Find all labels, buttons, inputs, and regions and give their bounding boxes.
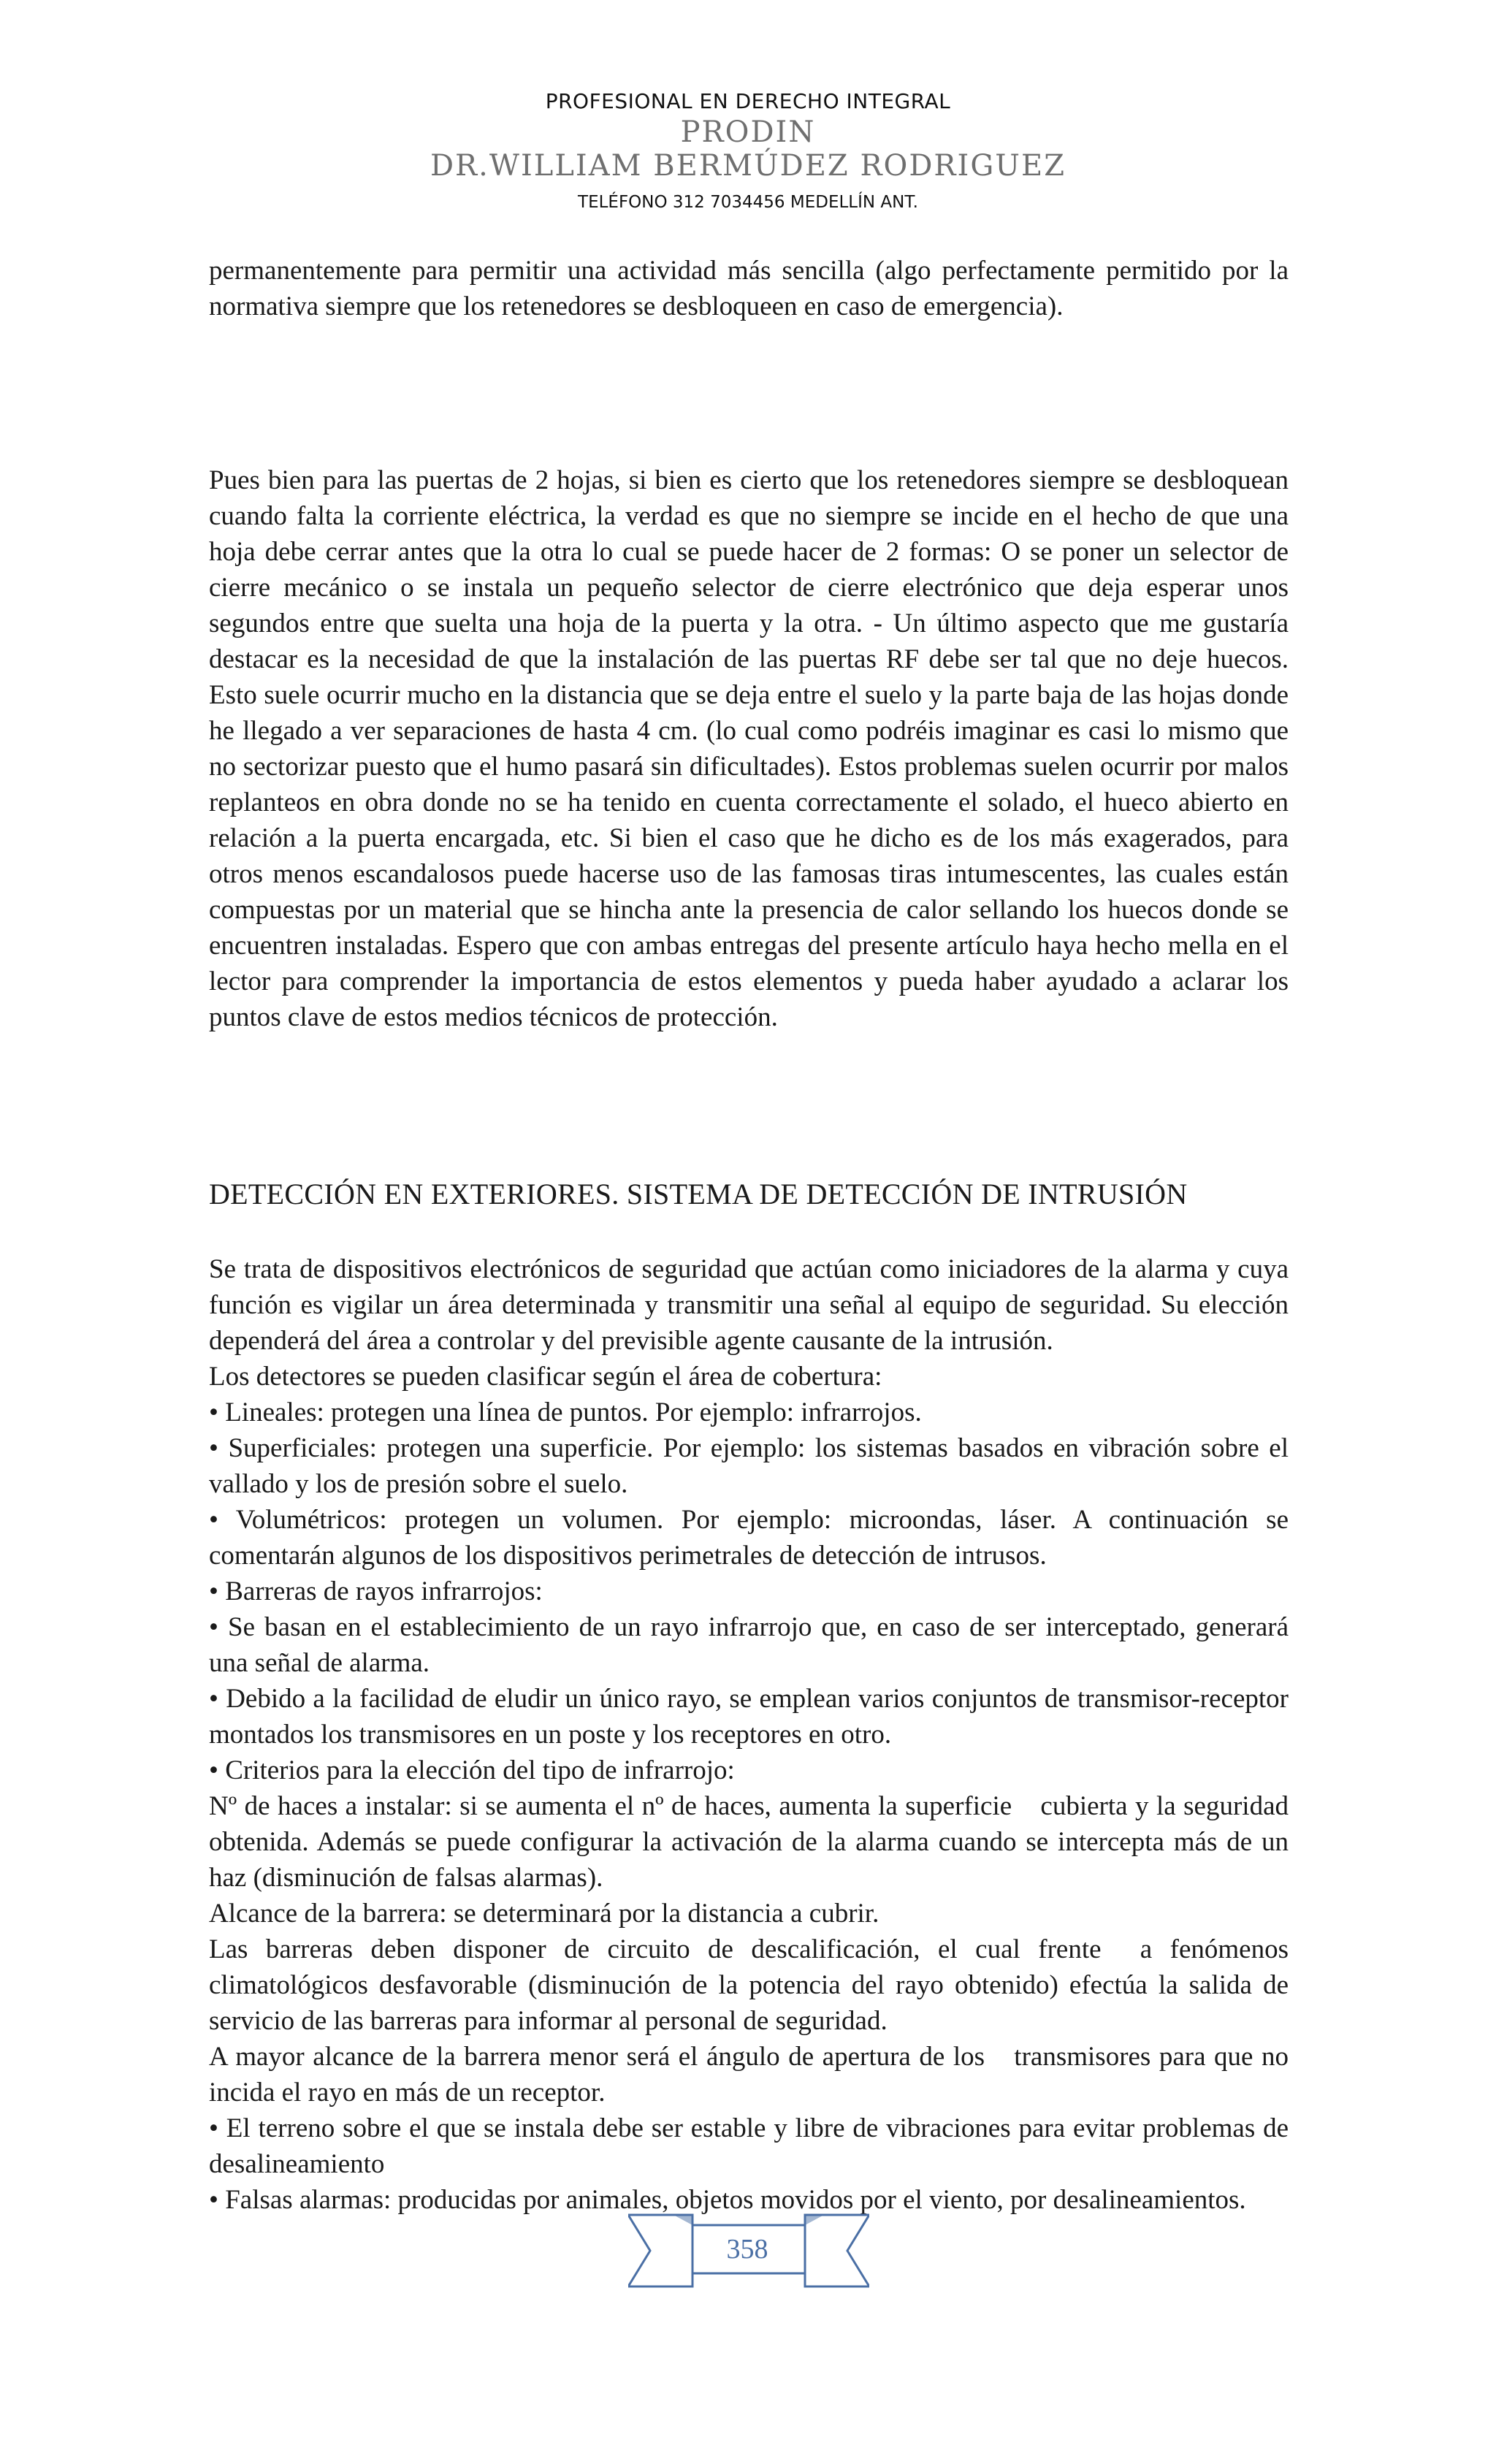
body-line: Se trata de dispositivos electrónicos de seguridad que actúan como iniciadores de la alarma y cuya función es vigilar un área determinada y transmitir una señal al equipo de seguridad. Su elección dependerá del área a controlar y del previsible agente causante de la intrusión. — [209, 1254, 1289, 1356]
section-body — [209, 1251, 1289, 2218]
body-line: • Se basan en el establecimiento de un rayo infrarrojo que, en caso de ser interceptado, generará una señal de alarma. — [209, 1612, 1289, 1678]
body-line: • Falsas alarmas: producidas por animales, objetos movidos por el viento, por desalineamientos. — [209, 2185, 1246, 2215]
header-author-name: DR.WILLIAM BERMÚDEZ RODRIGUEZ — [430, 149, 1066, 183]
header-phone: TELÉFONO 312 7034456 MEDELLÍN ANT. — [578, 193, 918, 212]
page-number: 358 — [726, 2234, 768, 2265]
body-line: A mayor alcance de la barrera menor será el ángulo de apertura de los transmisores para que no incida el rayo en más de un receptor. — [209, 2042, 1289, 2108]
section-heading: DETECCIÓN EN EXTERIORES. SISTEMA DE DETECCIÓN DE INTRUSIÓN — [209, 1178, 1188, 1210]
header-title: PROFESIONAL EN DERECHO INTEGRAL — [545, 89, 951, 113]
body-line: • Volumétricos: protegen un volumen. Por ejemplo: microondas, láser. A continuación se comentarán algunos de los dispositivos perimetrales de detección de intrusos. — [209, 1505, 1289, 1571]
body-line: • Debido a la facilidad de eludir un único rayo, se emplean varios conjuntos de transmisor-receptor montados los transmisores en un poste y los receptores en otro. — [209, 1684, 1289, 1750]
paragraph-2-container — [209, 462, 1289, 1035]
body-line: • Criterios para la elección del tipo de infrarrojo: — [209, 1755, 735, 1785]
paragraph-1: permanentemente para permitir una actividad más sencilla (algo perfectamente permitido por la normativa siempre que los retenedores se desbloqueen en caso de emergencia). — [209, 256, 1289, 321]
header-brand: PRODIN — [680, 115, 816, 149]
body-line: • Superficiales: protegen una superficie. Por ejemplo: los sistemas basados en vibración sobre el vallado y los de presión sobre el suelo. — [209, 1433, 1289, 1499]
body-line: Los detectores se pueden clasificar según el área de cobertura: — [209, 1362, 882, 1392]
paragraph-1-container — [209, 253, 1289, 324]
paragraph-2: Pues bien para las puertas de 2 hojas, si bien es cierto que los retenedores siempre se desbloquean cuando falta la corriente eléctrica, la verdad es que no siempre se incide en el hecho de que una hoja debe cerrar antes que la otra lo cual se puede hacer de 2 formas: O se poner un selector de cierre mecánico o se instala un pequeño selector de cierre electrónico que deja esperar unos segundos entre que suelta una hoja de la puerta y la otra. - Un último aspecto que me gustaría destacar es la necesidad de que la instalación de las puertas RF debe ser tal que no deje huecos. Esto suele ocurrir mucho en la distancia que se deja entre el suelo y la parte baja de las hojas donde he llegado a ver separaciones de hasta 4 cm. (lo cual como podréis imaginar es casi lo mismo que no sectorizar puesto que el humo pasará sin dificultades). Estos problemas suelen ocurrir por malos replanteos en obra donde no se ha tenido en cuenta correctamente el solado, el hueco abierto en relación a la puerta encargada, etc. Si bien el caso que he dicho es de los más exagerados, para otros menos escandalosos puede hacerse uso de las famosas tiras intumescentes, las cuales están compuestas por un material que se hincha ante la presencia de calor sellando los huecos donde se encuentren instaladas. Espero que con ambas entregas del presente artículo haya hecho mella en el lector para comprender la importancia de estos elementos y pueda haber ayudado a aclarar los puntos clave de estos medios técnicos de protección. — [209, 465, 1289, 1032]
body-line: Las barreras deben disponer de circuito de descalificación, el cual frente a fenómenos climatológicos desfavorable (disminución de la potencia del rayo obtenido) efectúa la salida de servicio de las barreras para informar al personal de seguridad. — [209, 1934, 1289, 2036]
body-line: Nº de haces a instalar: si se aumenta el nº de haces, aumenta la superficie cubierta y la seguridad obtenida. Además se puede configurar la activación de la alarma cuando se intercepta más de un haz (disminución de falsas alarmas). — [209, 1791, 1289, 1893]
body-line: • Lineales: protegen una línea de puntos. Por ejemplo: infrarrojos. — [209, 1397, 922, 1427]
body-line: Alcance de la barrera: se determinará por la distancia a cubrir. — [209, 1899, 879, 1929]
body-line: • Barreras de rayos infrarrojos: — [209, 1576, 543, 1606]
body-line: • El terreno sobre el que se instala debe ser estable y libre de vibraciones para evitar problemas de desalineamiento — [209, 2113, 1289, 2179]
